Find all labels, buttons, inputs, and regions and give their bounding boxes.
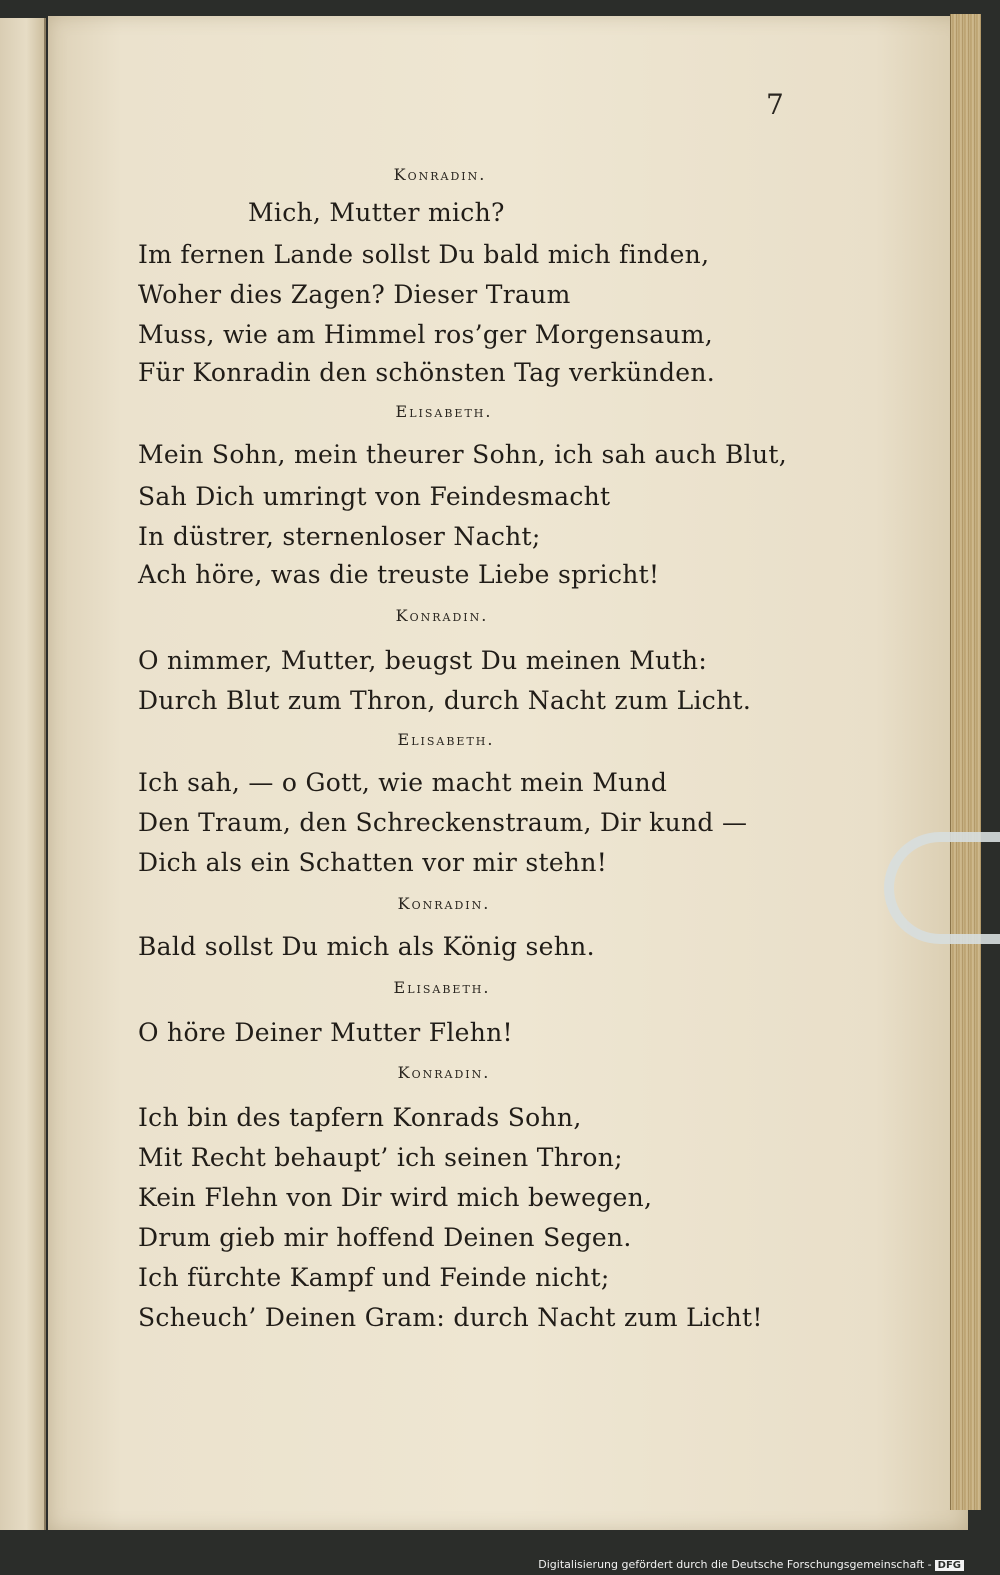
page-number: 7 bbox=[766, 88, 784, 121]
page-clip bbox=[884, 832, 1000, 944]
speaker-name: Konradin. bbox=[393, 165, 487, 184]
speaker-name: Konradin. bbox=[397, 894, 491, 913]
verse-line: Den Traum, den Schreckenstraum, Dir kund — bbox=[138, 808, 748, 837]
credit-text: Digitalisierung gefördert durch die Deutsche Forschungsgemeinschaft - bbox=[538, 1558, 932, 1571]
dfg-logo: DFG bbox=[935, 1560, 964, 1571]
verse-line: Mit Recht behaupt’ ich seinen Thron; bbox=[138, 1143, 623, 1172]
verse-line: Sah Dich umringt von Feindesmacht bbox=[138, 482, 611, 511]
verse-line: O nimmer, Mutter, beugst Du meinen Muth: bbox=[138, 646, 708, 675]
verse-line: Im fernen Lande sollst Du bald mich finden, bbox=[138, 240, 710, 269]
verse-line: Ach höre, was die treuste Liebe spricht! bbox=[138, 560, 660, 589]
verse-line: Ich fürchte Kampf und Feinde nicht; bbox=[138, 1263, 610, 1292]
verse-line: Scheuch’ Deinen Gram: durch Nacht zum Licht! bbox=[138, 1303, 763, 1332]
speaker-name: Elisabeth. bbox=[393, 978, 491, 997]
verse-line: Drum gieb mir hoffend Deinen Segen. bbox=[138, 1223, 632, 1252]
verse-line: Ich bin des tapfern Konrads Sohn, bbox=[138, 1103, 582, 1132]
book-fore-edge bbox=[950, 14, 981, 1510]
speaker-name: Konradin. bbox=[397, 1063, 491, 1082]
verse-line: Bald sollst Du mich als König sehn. bbox=[138, 932, 595, 961]
verse-line: Für Konradin den schönsten Tag verkünden. bbox=[138, 358, 716, 387]
adjacent-page-edge bbox=[0, 18, 46, 1530]
verse-line: Ich sah, — o Gott, wie macht mein Mund bbox=[138, 768, 668, 797]
speaker-name: Elisabeth. bbox=[395, 402, 493, 421]
verse-line: Mein Sohn, mein theurer Sohn, ich sah auch Blut, bbox=[138, 440, 787, 469]
verse-line: Dich als ein Schatten vor mir stehn! bbox=[138, 848, 608, 877]
speaker-name: Konradin. bbox=[395, 606, 489, 625]
verse-line: Mich, Mutter mich? bbox=[248, 198, 505, 227]
digitization-credit bbox=[538, 1558, 964, 1571]
verse-line: In düstrer, sternenloser Nacht; bbox=[138, 522, 541, 551]
verse-line: O höre Deiner Mutter Flehn! bbox=[138, 1018, 513, 1047]
verse-line: Muss, wie am Himmel ros’ger Morgensaum, bbox=[138, 320, 714, 349]
verse-line: Woher dies Zagen? Dieser Traum bbox=[138, 280, 571, 309]
verse-line: Kein Flehn von Dir wird mich bewegen, bbox=[138, 1183, 653, 1212]
speaker-name: Elisabeth. bbox=[397, 730, 495, 749]
verse-line: Durch Blut zum Thron, durch Nacht zum Licht. bbox=[138, 686, 752, 715]
